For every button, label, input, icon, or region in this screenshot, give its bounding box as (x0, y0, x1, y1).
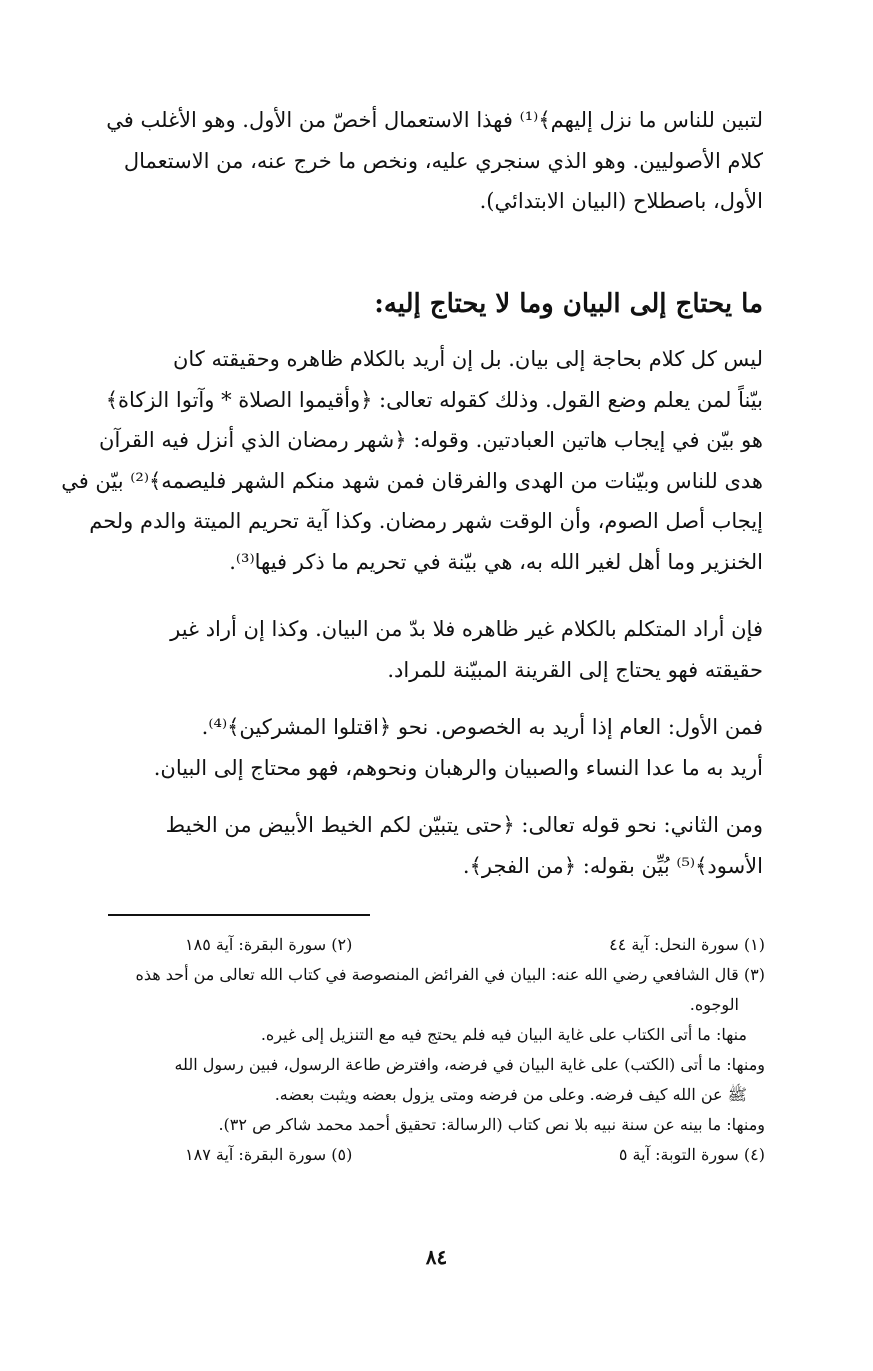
text-line: الأسود﴾⁽⁵⁾ بُيِّن بقوله: ﴿من الفجر﴾. (462, 853, 763, 878)
footnote-1: (١) سورة النحل: آية ٤٤ (609, 935, 765, 954)
text-line: هو بيّن في إيجاب هاتين العبادتين. وقوله: ﴿شهر رمضان الذي أنزل فيه القرآن (99, 428, 763, 452)
footnote-5: (٥) سورة البقرة: آية ١٨٧ (185, 1145, 353, 1164)
text-line: فمن الأول: العام إذا أريد به الخصوص. نحو ﴿اقتلوا المشركين﴾⁽⁴⁾. (201, 715, 763, 739)
footnote-2: (٢) سورة البقرة: آية ١٨٥ (185, 935, 353, 954)
text-line: أريد به ما عدا النساء والصبيان والرهبان ونحوهم، فهو محتاج إلى البيان. (153, 755, 763, 780)
paragraph-4 (108, 805, 763, 886)
footnotes (105, 930, 765, 1170)
footnote-divider (108, 914, 370, 916)
text-line: هدى للناس وبيّنات من الهدى والفرقان فمن شهد منكم الشهر فليصمه﴾⁽²⁾ بيّن في (61, 468, 763, 493)
intro-paragraph (108, 100, 763, 222)
text-line: بيّناً لمن يعلم وضع القول. وذلك كقوله تعالى: ﴿وأقيموا الصلاة * وآتوا الزكاة﴾ (105, 387, 763, 412)
section-heading: ما يحتاج إلى البيان وما لا يحتاج إليه: (374, 289, 763, 319)
footnote-3-line: الوجوه. (689, 995, 739, 1014)
paragraph-1 (61, 339, 763, 582)
footnote-3-quote-line: ومنها: ما بينه عن سنة نبيه بلا نص كتاب (الرسالة: تحقيق أحمد محمد شاكر ص ٣٢). (218, 1115, 765, 1134)
text-line: حقيقته فهو يحتاج إلى القرينة المبيّنة للمراد. (387, 657, 763, 682)
text-line: ليس كل كلام بحاجة إلى بيان. بل إن أريد بالكلام ظاهره وحقيقته كان (172, 347, 763, 371)
footnote-row (105, 930, 765, 960)
text-line: كلام الأصوليين. وهو الذي سنجري عليه، ونخص ما خرج عنه، من الاستعمال (123, 148, 763, 173)
text-line: فإن أراد المتكلم بالكلام غير ظاهره فلا بدّ من البيان. وكذا إن أراد غير (170, 617, 763, 641)
footnote-3-quote-line: ومنها: ما أتى (الكتب) على غاية البيان في فرضه، وافترض طاعة الرسول، فبين رسول الله (174, 1055, 765, 1074)
text-line: لتبين للناس ما نزل إليهم﴾⁽¹⁾ فهذا الاستعمال أخصّ من الأول. وهو الأغلب في (106, 108, 763, 132)
text-line: الخنزير وما أهل لغير الله به، هي بيّنة في تحريم ما ذكر فيها⁽³⁾. (229, 549, 763, 574)
footnote-row (105, 1140, 765, 1170)
footnote-3-quote-line: ﷺ عن الله كيف فرضه. وعلى من فرضه ومتى يزول بعضه ويثبت بعضه. (274, 1085, 747, 1104)
text-line: إيجاب أصل الصوم، وأن الوقت شهر رمضان. وكذا آية تحريم الميتة والدم ولحم (89, 509, 763, 533)
footnote-3-quote-line: منها: ما أتى الكتاب على غاية البيان فيه فلم يحتج فيه مع التنزيل إلى غيره. (260, 1025, 747, 1044)
text-line: ومن الثاني: نحو قوله تعالى: ﴿حتى يتبيّن لكم الخيط الأبيض من الخيط (165, 813, 763, 837)
paragraph-2 (108, 609, 763, 690)
footnote-3-line: (٣) قال الشافعي رضي الله عنه: البيان في الفرائض المنصوصة في كتاب الله تعالى من أحد هذه (135, 965, 765, 984)
paragraph-3 (108, 707, 763, 788)
footnote-4: (٤) سورة التوبة: آية ٥ (618, 1145, 765, 1164)
page-number: ٨٤ (425, 1245, 448, 1269)
text-line: الأول، باصطلاح (البيان الابتدائي). (479, 189, 763, 213)
